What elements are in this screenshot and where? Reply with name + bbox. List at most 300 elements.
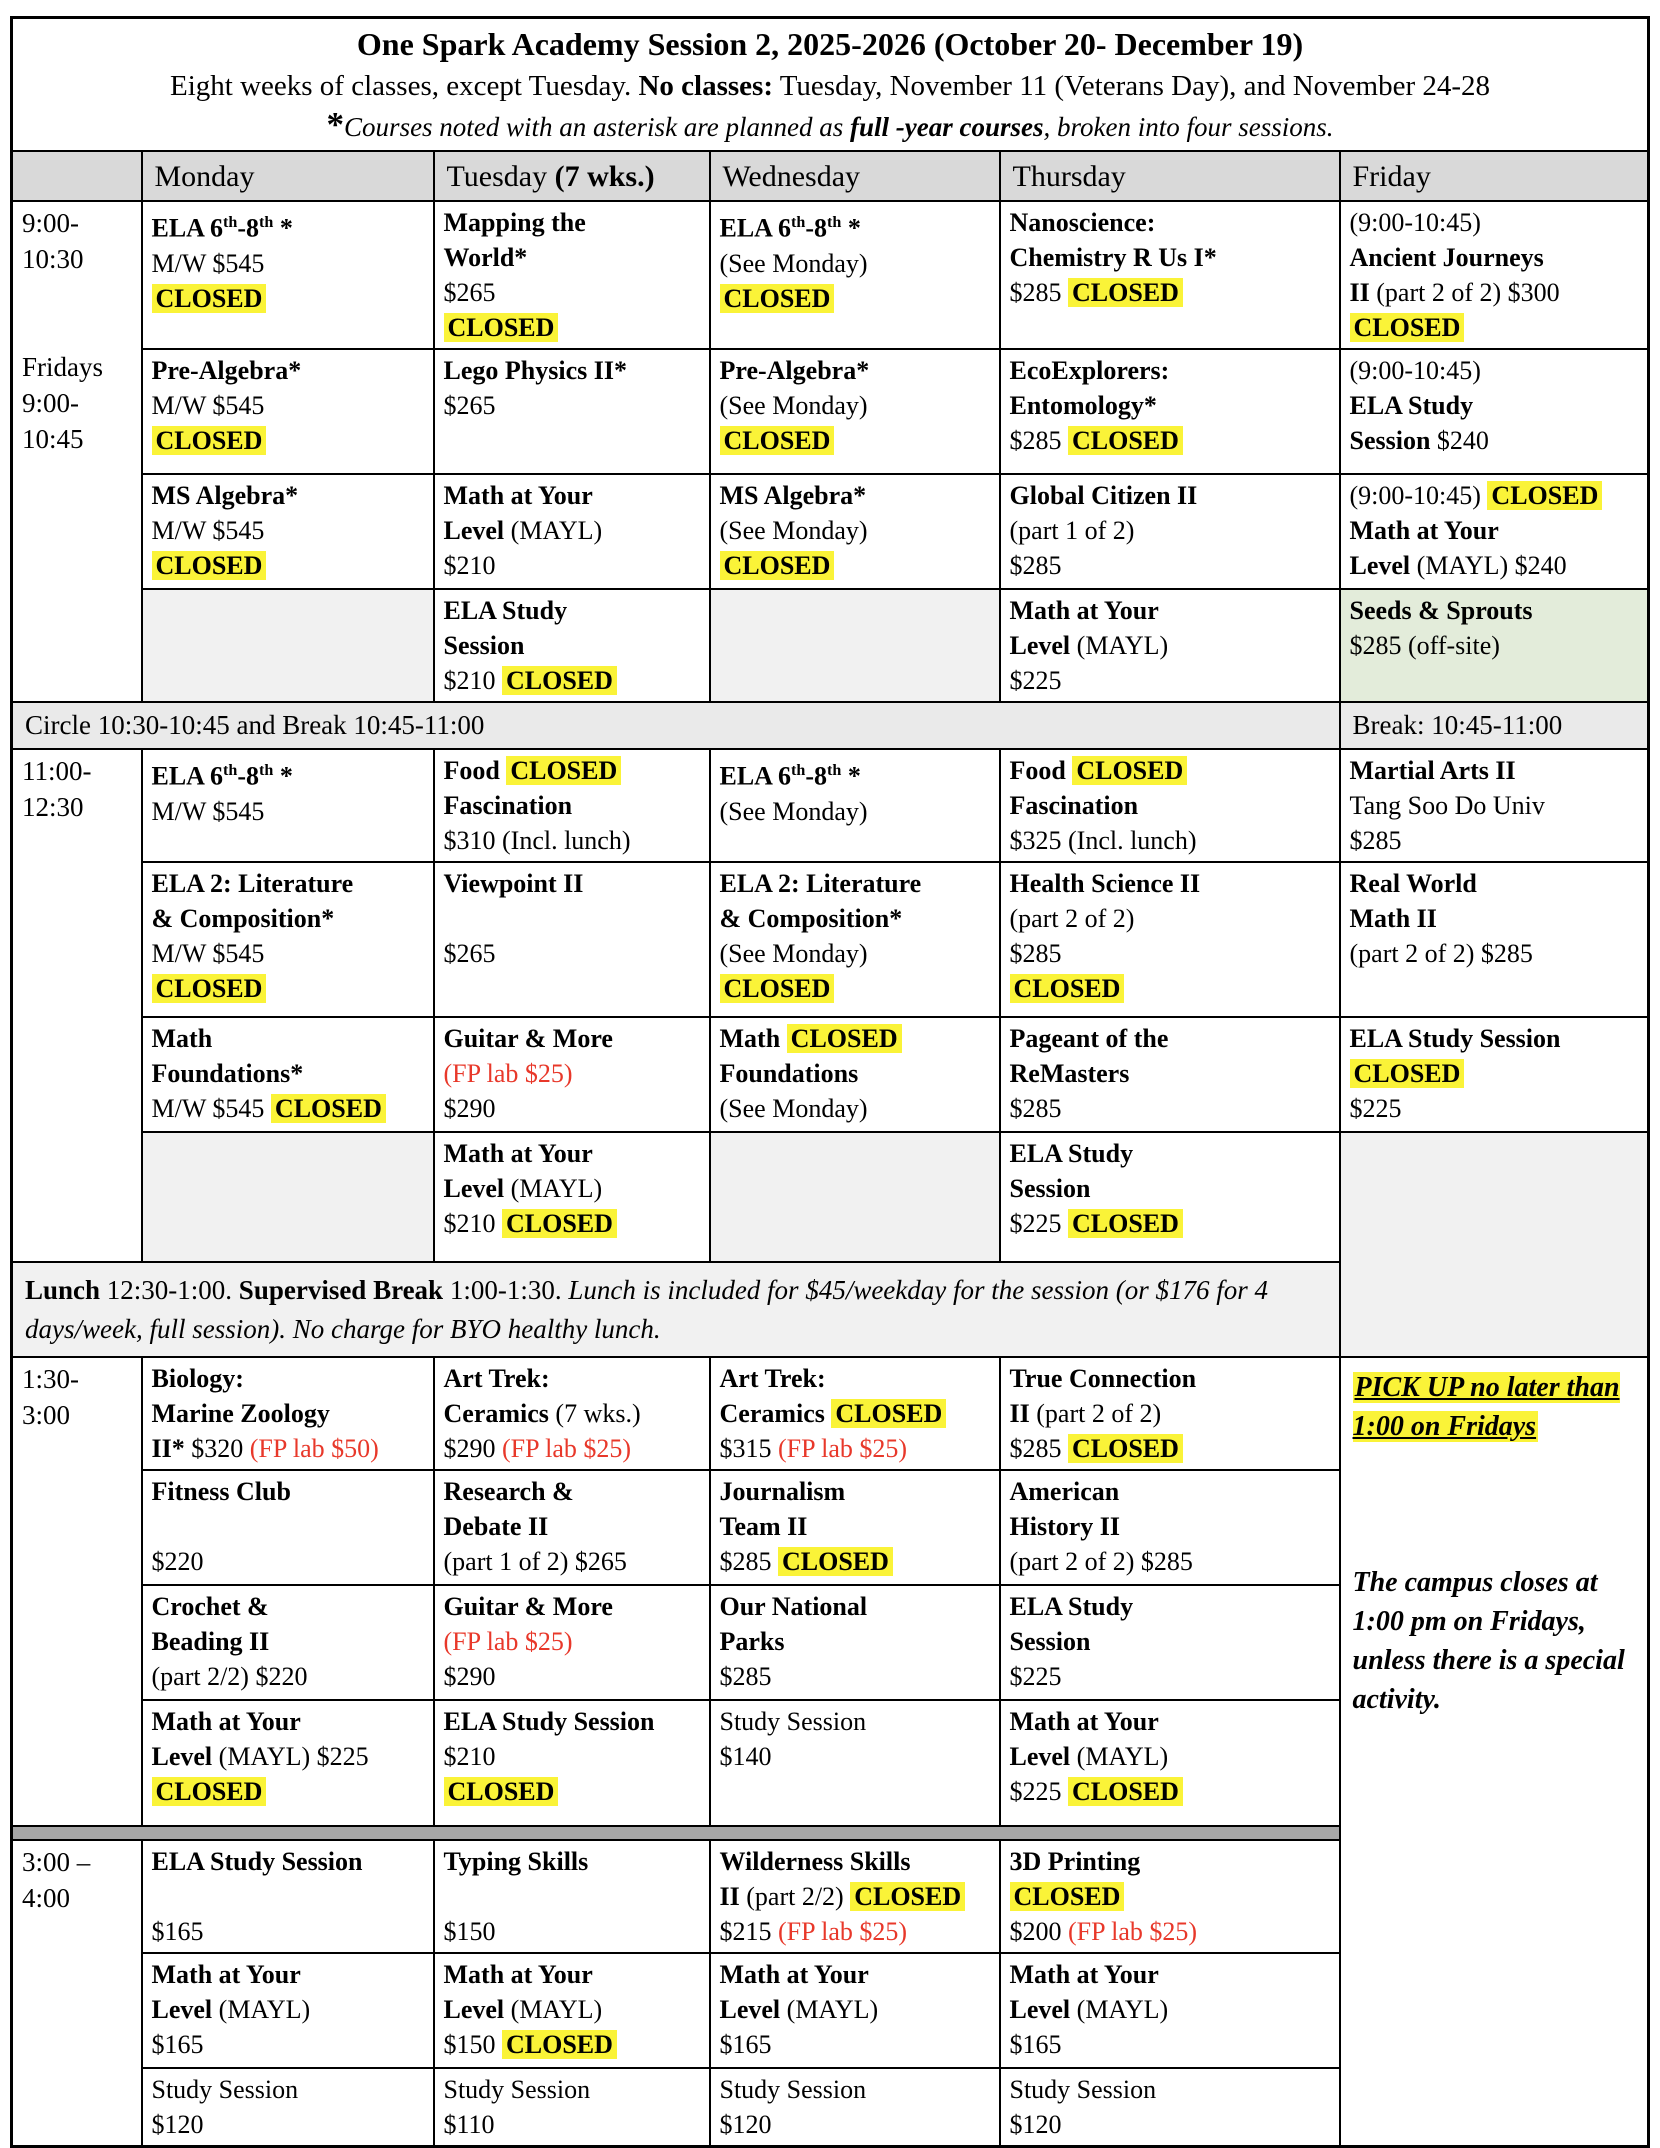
- fee-note: (FP lab $50): [249, 1434, 379, 1463]
- text-line: [152, 1704, 424, 1739]
- text-line: [444, 513, 700, 548]
- text-line: [1010, 1914, 1330, 1949]
- text-segment: , broken into four sessions.: [1043, 112, 1334, 142]
- text-segment: Supervised Break: [238, 1274, 444, 1305]
- text-line: [720, 971, 990, 1006]
- text-line: [152, 1021, 424, 1056]
- course-ela-study-thu-pm: [1000, 1585, 1340, 1700]
- text-line: [152, 794, 424, 829]
- text-segment: (See Monday): [719, 796, 868, 826]
- course-ceramics-wed: [710, 1357, 1000, 1470]
- text-line: [1350, 423, 1639, 458]
- text-segment: th: [827, 762, 842, 779]
- text-segment: th: [259, 762, 274, 779]
- course-ms-algebra-mon: [142, 474, 434, 589]
- text-line: [152, 246, 424, 281]
- text-line: [1353, 1368, 1636, 1446]
- text-segment: 3:00 –: [22, 1847, 91, 1877]
- text-line: [1010, 753, 1330, 788]
- text-line: [1353, 1563, 1636, 1719]
- text-segment: $320: [184, 1434, 250, 1463]
- closed-badge: CLOSED: [720, 974, 835, 1003]
- text-line: [1010, 971, 1330, 1006]
- closed-badge: CLOSED: [831, 1399, 946, 1428]
- text-segment: Level: [1009, 1995, 1071, 2024]
- text-segment: Session: [1009, 1174, 1091, 1203]
- text-line: [720, 1091, 990, 1126]
- text-segment: (7 wks.): [554, 159, 655, 193]
- text-line: [152, 1474, 424, 1509]
- text-line: [152, 936, 424, 971]
- text-segment: Our National: [719, 1592, 868, 1621]
- closed-badge: CLOSED: [778, 1547, 893, 1576]
- text-segment: (7 wks.): [548, 1399, 641, 1428]
- course-ela2-wed: [710, 862, 1000, 1017]
- text-line: [1010, 936, 1330, 971]
- text-segment: th: [827, 214, 842, 231]
- text-segment: The campus closes at 1:00 pm on Fridays, unless there is a special activity.: [1352, 1567, 1625, 1715]
- text-segment: 9:00-: [22, 388, 79, 418]
- text-segment: *: [273, 213, 293, 243]
- course-research-debate: [434, 1470, 710, 1585]
- text-line: [152, 1624, 424, 1659]
- text-segment: (See Monday): [719, 939, 868, 968]
- text-line: [1010, 1624, 1330, 1659]
- text-segment: Math at Your: [151, 1960, 301, 1989]
- text-segment: Study Session: [151, 2075, 299, 2104]
- closed-badge: CLOSED: [1068, 278, 1183, 307]
- course-ela-study-tue-am: [434, 589, 710, 702]
- empty-cell: [710, 589, 1000, 702]
- text-segment: MS Algebra*: [719, 481, 867, 510]
- text-line: [1350, 353, 1639, 388]
- text-line: [1350, 866, 1639, 901]
- text-segment: $290: [443, 1094, 496, 1123]
- course-study-session-thu: [1000, 2068, 1340, 2147]
- text-segment: Level: [1009, 1742, 1071, 1771]
- empty-cell: [1340, 1132, 1649, 1357]
- text-segment: (MAYL): [212, 1995, 311, 2024]
- text-segment: M/W $545: [151, 516, 265, 545]
- text-line: [720, 1739, 990, 1774]
- text-line: [720, 1509, 990, 1544]
- text-line: [444, 1021, 700, 1056]
- text-segment: th: [259, 214, 274, 231]
- text-segment: $110: [443, 2110, 495, 2139]
- course-mayl-thu-pm: [1000, 1700, 1340, 1826]
- course-ela-study-mon-late: [142, 1840, 434, 1953]
- text-segment: Fascination: [1009, 791, 1139, 820]
- text-segment: $220: [151, 1547, 204, 1576]
- closed-badge: CLOSED: [152, 551, 267, 580]
- text-line: [22, 421, 132, 457]
- closed-badge: CLOSED: [787, 1024, 902, 1053]
- text-segment: Level: [443, 1174, 505, 1203]
- text-segment: Math at Your: [719, 1960, 869, 1989]
- fee-note: (FP lab $25): [443, 1627, 573, 1656]
- text-segment: $210: [443, 551, 496, 580]
- text-line: [1010, 1171, 1330, 1206]
- text-line: [1010, 1659, 1330, 1694]
- text-segment: $265: [443, 939, 496, 968]
- schedule-page: [10, 16, 1650, 2148]
- text-line: [720, 1056, 990, 1091]
- text-segment: $150: [443, 1917, 496, 1946]
- text-segment: Seeds & Sprouts: [1349, 596, 1533, 625]
- text-line: [22, 1361, 132, 1397]
- text-line: [444, 1056, 700, 1091]
- page-subtitle: [19, 66, 1641, 106]
- closed-badge: CLOSED: [1068, 1777, 1183, 1806]
- text-segment: Ancient Journeys: [1349, 243, 1544, 272]
- text-segment: Nanoscience:: [1009, 208, 1156, 237]
- course-ela-study-fri-mid: [1340, 1017, 1649, 1132]
- block1-row2: [12, 349, 1649, 474]
- text-line: [720, 1957, 990, 1992]
- text-segment: (See Monday): [719, 1094, 868, 1123]
- closed-badge: CLOSED: [152, 284, 267, 313]
- text-segment: (MAYL): [780, 1995, 879, 2024]
- text-segment: Crochet &: [151, 1592, 269, 1621]
- text-segment: Circle 10:30-10:45 and Break 10:45-11:00: [25, 710, 485, 740]
- course-typing-skills: [434, 1840, 710, 1953]
- text-line: [720, 1659, 990, 1694]
- text-segment: Tuesday: [446, 159, 555, 193]
- text-segment: (MAYL): [504, 1995, 603, 2024]
- text-segment: $165: [151, 2030, 204, 2059]
- course-mayl-thu-late: [1000, 1953, 1340, 2068]
- text-segment: (part 2/2) $220: [151, 1662, 308, 1691]
- text-line: [1010, 2072, 1330, 2107]
- text-line: [152, 1957, 424, 1992]
- text-line: [444, 1396, 700, 1431]
- text-line: [444, 1361, 700, 1396]
- text-line: [22, 1397, 132, 1433]
- block1-row1: [12, 201, 1649, 349]
- text-line: [1010, 388, 1330, 423]
- text-line: [444, 1091, 700, 1126]
- text-line: [1010, 1739, 1330, 1774]
- text-segment: $315: [719, 1434, 778, 1463]
- text-segment: $285: [1009, 278, 1068, 307]
- text-segment: Math II: [1349, 904, 1437, 933]
- text-line: [444, 478, 700, 513]
- text-line: [152, 423, 424, 458]
- text-line: [1010, 1957, 1330, 1992]
- text-line: [152, 1361, 424, 1396]
- text-line: [444, 1589, 700, 1624]
- course-study-session-wed-pm: [710, 1700, 1000, 1826]
- text-line: [444, 388, 700, 423]
- text-line: [1010, 593, 1330, 628]
- course-mayl-thu-am: [1000, 589, 1340, 702]
- block1-row4: [12, 589, 1649, 702]
- text-line: [720, 794, 990, 829]
- text-line: [1010, 823, 1330, 858]
- empty-cell: [142, 589, 434, 702]
- text-line: [1353, 708, 1636, 743]
- text-line: [720, 1544, 990, 1579]
- fee-note: (FP lab $25): [443, 1059, 573, 1088]
- text-segment: Chemistry R Us I*: [1009, 243, 1217, 272]
- page-title: One Spark Academy Session 2, 2025-2026 (October 20- December 19): [356, 26, 1304, 62]
- course-health-science: [1000, 862, 1340, 1017]
- course-true-connection: [1000, 1357, 1340, 1470]
- block2-row2: [12, 862, 1649, 1017]
- text-segment: Mapping the: [443, 208, 586, 237]
- day-header-wednesday: [710, 151, 1000, 201]
- empty-cell: [710, 1132, 1000, 1262]
- text-line: [1350, 1091, 1639, 1126]
- text-line: [720, 936, 990, 971]
- text-segment: $165: [151, 1917, 204, 1946]
- text-segment: (part 1 of 2) $265: [443, 1547, 627, 1576]
- text-segment: $225: [1349, 1094, 1402, 1123]
- text-segment: Math at Your: [1009, 596, 1159, 625]
- closed-badge: CLOSED: [152, 1777, 267, 1806]
- closed-badge: CLOSED: [1068, 426, 1183, 455]
- text-line: [444, 1879, 700, 1914]
- schedule-table: [10, 16, 1650, 2148]
- text-segment: $140: [719, 1742, 772, 1771]
- title-cell: [12, 18, 1649, 152]
- text-segment: (part 2 of 2): [1029, 1399, 1162, 1428]
- text-segment: (9:00-10:45): [1349, 481, 1488, 510]
- text-line: [1010, 1396, 1330, 1431]
- text-line: [1350, 753, 1639, 788]
- text-line: [1350, 1021, 1639, 1056]
- course-ela2-mon: [142, 862, 434, 1017]
- text-segment: Fitness Club: [151, 1477, 291, 1506]
- course-lego-physics: [434, 349, 710, 474]
- text-line: [1010, 1879, 1330, 1914]
- course-mayl-tue-am: [434, 474, 710, 589]
- text-segment: Study Session: [719, 2075, 867, 2104]
- text-segment: & Composition*: [719, 904, 903, 933]
- text-segment: EcoExplorers:: [1009, 356, 1170, 385]
- divider-bar: [12, 1826, 1340, 1840]
- text-line: [22, 277, 132, 313]
- text-line: [1350, 548, 1639, 583]
- text-line: [720, 866, 990, 901]
- course-ceramics-tue: [434, 1357, 710, 1470]
- text-segment: $285 (off-site): [1349, 631, 1500, 660]
- text-line: [444, 753, 700, 788]
- text-segment: M/W $545: [151, 248, 265, 278]
- text-line: [1350, 901, 1639, 936]
- text-segment: ELA Study: [1009, 1592, 1134, 1621]
- text-line: [152, 1739, 424, 1774]
- time-slot-late: [12, 1840, 142, 2147]
- text-segment: American: [1009, 1477, 1120, 1506]
- course-pageant-remasters: [1000, 1017, 1340, 1132]
- text-segment: Research &: [443, 1477, 574, 1506]
- text-line: [152, 1431, 424, 1466]
- text-segment: 4:00: [22, 1883, 71, 1913]
- text-line: [152, 1589, 424, 1624]
- text-segment: (See Monday): [719, 516, 868, 545]
- text-segment: ELA 2: Literature: [151, 869, 354, 898]
- closed-badge: CLOSED: [502, 2030, 617, 2059]
- text-segment: *: [841, 761, 861, 791]
- text-line: [1010, 628, 1330, 663]
- text-segment: Global Citizen II: [1009, 481, 1198, 510]
- closed-badge: CLOSED: [1068, 1434, 1183, 1463]
- course-guitar-more-pm: [434, 1585, 710, 1700]
- day-header-corner: [12, 151, 142, 201]
- course-martial-arts: [1340, 749, 1649, 862]
- text-line: [22, 241, 132, 277]
- text-segment: M/W $545: [151, 796, 265, 826]
- text-segment: $285: [1009, 1434, 1068, 1463]
- closed-badge: CLOSED: [1487, 481, 1602, 510]
- text-segment: th: [223, 762, 238, 779]
- text-segment: 1:00-1:30.: [443, 1274, 569, 1305]
- text-line: [720, 1021, 990, 1056]
- course-mayl-tue-mid: [434, 1132, 710, 1262]
- block2-row3: [12, 1017, 1649, 1132]
- text-segment: *: [273, 761, 293, 791]
- text-segment: Pre-Algebra*: [151, 356, 302, 385]
- text-segment: $150: [443, 2030, 502, 2059]
- text-segment: ELA Study: [1349, 391, 1474, 420]
- text-line: [152, 478, 424, 513]
- text-line: [1350, 310, 1639, 345]
- course-ela-study-thu-mid: [1000, 1132, 1340, 1262]
- text-line: [152, 281, 424, 316]
- text-line: [444, 593, 700, 628]
- text-line: [1010, 2027, 1330, 2062]
- text-line: [444, 1992, 700, 2027]
- text-line: [152, 1544, 424, 1579]
- text-line: [1010, 205, 1330, 240]
- text-segment: (part 2 of 2) $285: [1009, 1547, 1193, 1576]
- course-global-citizen: [1000, 474, 1340, 589]
- course-wilderness-skills: [710, 1840, 1000, 1953]
- course-crochet-beading: [142, 1585, 434, 1700]
- text-line: [1350, 275, 1639, 310]
- text-line: [22, 789, 132, 825]
- text-segment: Food: [1009, 756, 1073, 785]
- text-line: [720, 1879, 990, 1914]
- text-segment: *: [326, 105, 345, 144]
- text-line: [444, 353, 700, 388]
- course-nanoscience: [1000, 201, 1340, 349]
- text-segment: $290: [443, 1662, 496, 1691]
- text-line: [444, 1509, 700, 1544]
- text-line: [444, 788, 700, 823]
- text-segment: $285: [1009, 551, 1062, 580]
- text-segment: ELA Study Session: [151, 1847, 363, 1876]
- text-line: [1353, 1446, 1636, 1485]
- text-segment: (MAYL): [1070, 1995, 1169, 2024]
- text-segment: Level: [443, 516, 505, 545]
- text-segment: Friday: [1352, 159, 1431, 193]
- text-segment: Art Trek:: [719, 1364, 826, 1393]
- text-segment: Guitar & More: [443, 1024, 613, 1053]
- course-ela-study-tue-pm: [434, 1700, 710, 1826]
- text-line: [1010, 1774, 1330, 1809]
- text-segment: ELA 6: [151, 213, 224, 243]
- text-segment: History II: [1009, 1512, 1120, 1541]
- text-segment: Lego Physics II*: [443, 356, 627, 385]
- text-line: [444, 663, 700, 698]
- text-segment: Parks: [719, 1627, 785, 1656]
- course-mapping-world: [434, 201, 710, 349]
- text-line: [444, 240, 700, 275]
- text-line: [152, 353, 424, 388]
- text-segment: $215: [719, 1917, 778, 1946]
- fee-note: (FP lab $25): [778, 1917, 908, 1946]
- text-line: [22, 313, 132, 349]
- text-segment: II*: [151, 1434, 185, 1463]
- text-line: [1010, 1056, 1330, 1091]
- course-ela68-wed-2: [710, 749, 1000, 862]
- text-segment: No classes:: [638, 70, 773, 102]
- text-segment: ReMasters: [1009, 1059, 1130, 1088]
- text-segment: Eight weeks of classes, except Tuesday.: [170, 70, 639, 102]
- text-segment: $165: [1009, 2030, 1062, 2059]
- text-segment: Session: [1349, 426, 1431, 455]
- text-line: [1350, 823, 1639, 858]
- text-segment: (part 1 of 2): [1009, 516, 1135, 545]
- text-line: [720, 353, 990, 388]
- text-line: [720, 513, 990, 548]
- text-segment: $310 (Incl. lunch): [443, 826, 631, 855]
- lunch-banner: [12, 1262, 1340, 1357]
- closed-badge: CLOSED: [506, 756, 621, 785]
- text-segment: (part 2 of 2) $285: [1349, 939, 1533, 968]
- text-line: [444, 2072, 700, 2107]
- text-line: [1350, 478, 1639, 513]
- text-segment: Math at Your: [443, 1139, 593, 1168]
- text-line: [152, 2107, 424, 2142]
- text-segment: II: [719, 1882, 740, 1911]
- closed-badge: CLOSED: [1010, 974, 1125, 1003]
- text-line: [1010, 663, 1330, 698]
- text-line: [720, 205, 990, 246]
- text-segment: ELA Study: [1009, 1139, 1134, 1168]
- text-segment: $225: [1009, 1662, 1062, 1691]
- text-segment: (MAYL) $240: [1410, 551, 1567, 580]
- text-segment: $285: [719, 1662, 772, 1691]
- text-segment: Break: 10:45-11:00: [1352, 710, 1563, 740]
- text-line: [444, 901, 700, 936]
- text-line: [720, 1431, 990, 1466]
- closed-badge: CLOSED: [1350, 1059, 1465, 1088]
- text-segment: PICK UP no later than 1:00 on Fridays: [1352, 1372, 1620, 1442]
- text-line: [152, 1914, 424, 1949]
- text-segment: full -year courses: [850, 112, 1044, 142]
- circle-break-row: [12, 702, 1649, 749]
- text-line: [22, 349, 132, 385]
- course-mayl-wed-late: [710, 1953, 1000, 2068]
- text-line: [22, 385, 132, 421]
- text-line: [25, 1271, 1327, 1349]
- text-line: [444, 1659, 700, 1694]
- closed-badge: CLOSED: [1068, 1209, 1183, 1238]
- text-segment: Entomology*: [1009, 391, 1157, 420]
- text-segment: Level: [719, 1995, 781, 2024]
- course-american-history: [1000, 1470, 1340, 1585]
- text-segment: $265: [443, 278, 496, 307]
- text-segment: Courses noted with an asterisk are planned as: [344, 112, 851, 142]
- course-ela68-mon-2: [142, 749, 434, 862]
- text-line: [720, 1844, 990, 1879]
- text-segment: $210: [443, 1209, 502, 1238]
- text-segment: -8: [237, 213, 260, 243]
- text-line: [444, 2107, 700, 2142]
